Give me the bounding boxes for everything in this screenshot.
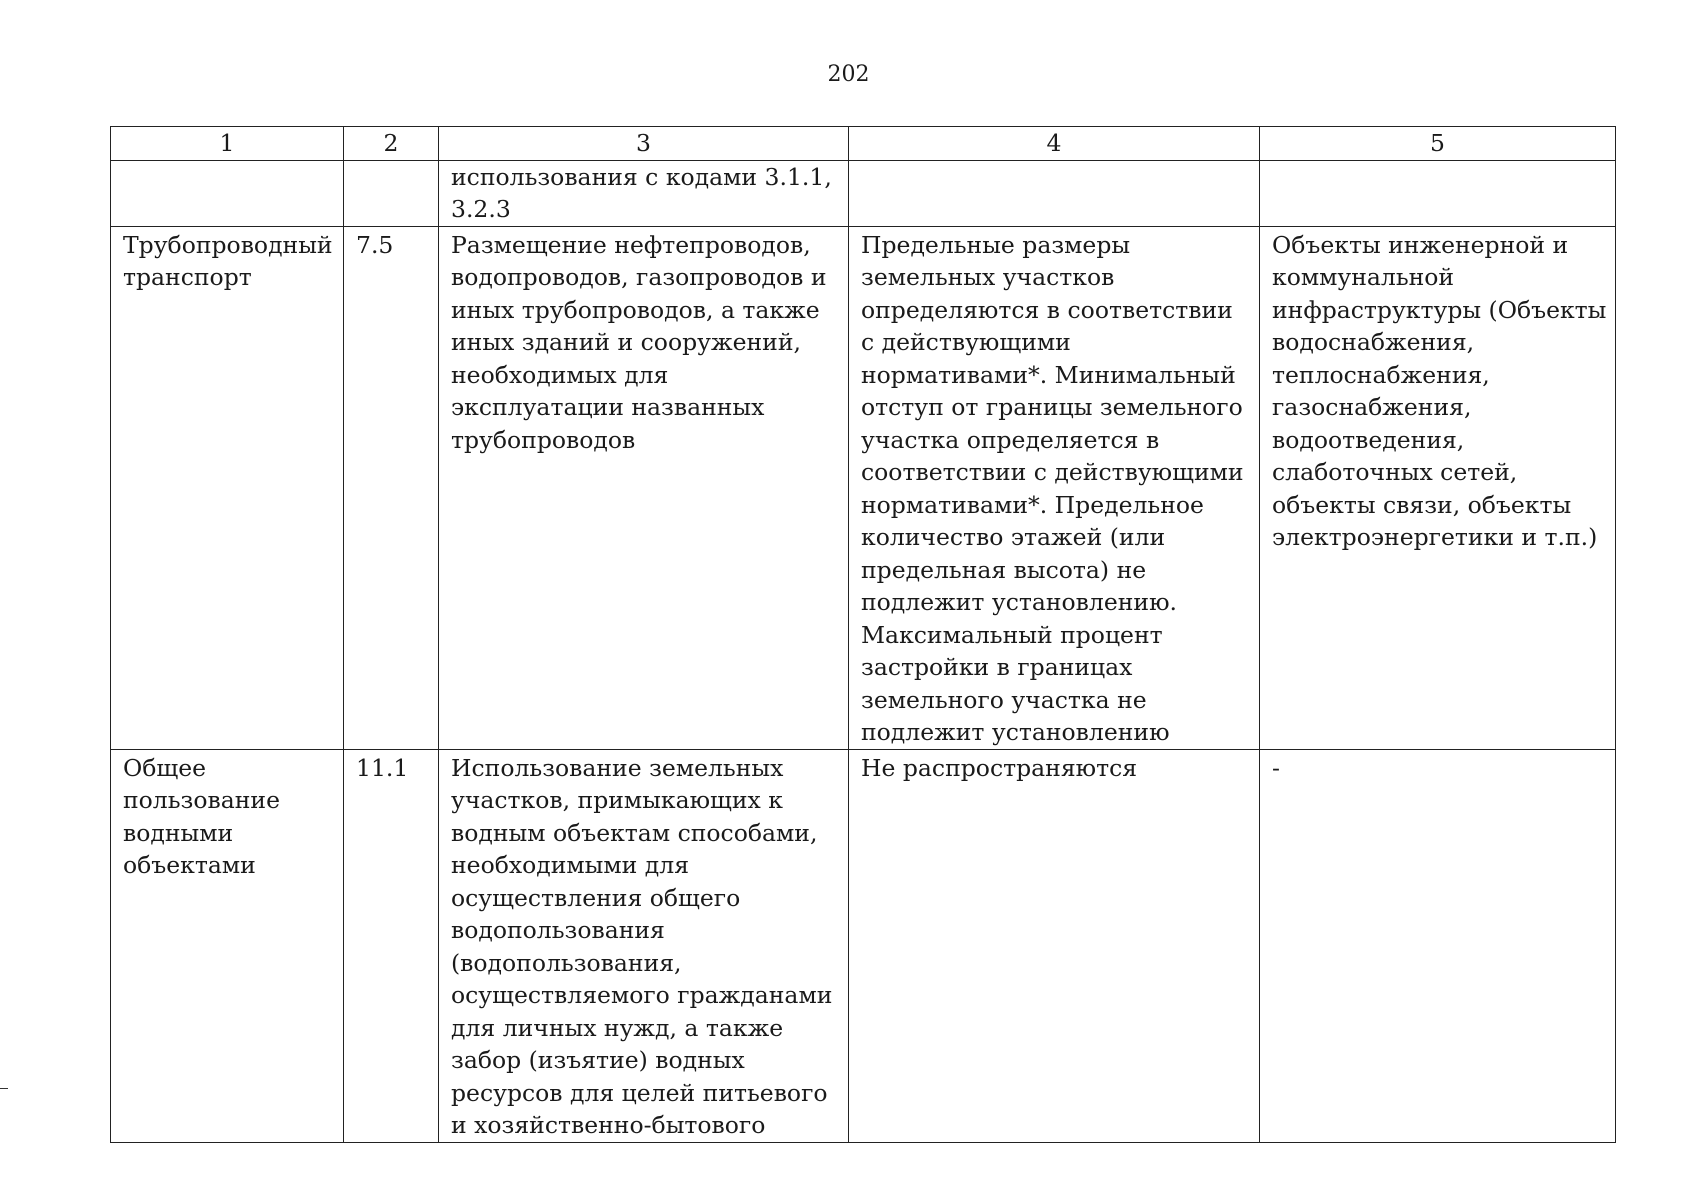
header-cell: 3 [439, 127, 849, 161]
header-cell: 2 [344, 127, 439, 161]
table-row [111, 160, 1616, 226]
land-use-name-cell: Общее пользование водными объектами [111, 749, 344, 1142]
parameters-cell: Предельные размеры земельных участков определяются в соответствии с действующими нормативами*. Минимальный отступ от границы земельного участка определяется в соответствии с действующими нормативами*. Предельное количество этажей (или предельная высота) не подлежит установлению. Максимальный процент застройки в границах земельного участка не подлежит установлению [849, 226, 1260, 749]
auxiliary-uses-cell: - [1260, 749, 1616, 1142]
parameters-cell [849, 160, 1260, 226]
auxiliary-uses-cell [1260, 160, 1616, 226]
land-use-code-cell [344, 160, 439, 226]
table-row [111, 749, 1616, 1142]
table-header-row [111, 127, 1616, 161]
land-use-name-cell [111, 160, 344, 226]
land-use-name-cell: Трубопроводный транспорт [111, 226, 344, 749]
land-use-description-cell: Размещение нефтепроводов, водопроводов, газопроводов и иных трубопроводов, а также иных зданий и сооружений, необходимых для эксплуатации названных трубопроводов [439, 226, 849, 749]
parameters-cell: Не распространяются [849, 749, 1260, 1142]
auxiliary-uses-cell: Объекты инженерной и коммунальной инфраструктуры (Объекты водоснабжения, теплоснабжения, газоснабжения, водоотведения, слаботочных сетей, объекты связи, объекты электроэнергетики и т.п.) [1260, 226, 1616, 749]
header-cell: 1 [111, 127, 344, 161]
header-cell: 4 [849, 127, 1260, 161]
header-cell: 5 [1260, 127, 1616, 161]
land-use-description-cell: использования с кодами 3.1.1, 3.2.3 [439, 160, 849, 226]
regulation-table [110, 126, 1616, 1143]
table-row [111, 226, 1616, 749]
land-use-description-cell: Использование земельных участков, примыкающих к водным объектам способами, необходимыми для осуществления общего водопользования (водопользования, осуществляемого гражданами для личных нужд, а также забор (изъятие) водных ресурсов для целей питьевого и хозяйственно-бытового [439, 749, 849, 1142]
land-use-code-cell: 11.1 [344, 749, 439, 1142]
margin-mark [0, 1088, 8, 1089]
page-number: 202 [827, 62, 870, 87]
land-use-code-cell: 7.5 [344, 226, 439, 749]
